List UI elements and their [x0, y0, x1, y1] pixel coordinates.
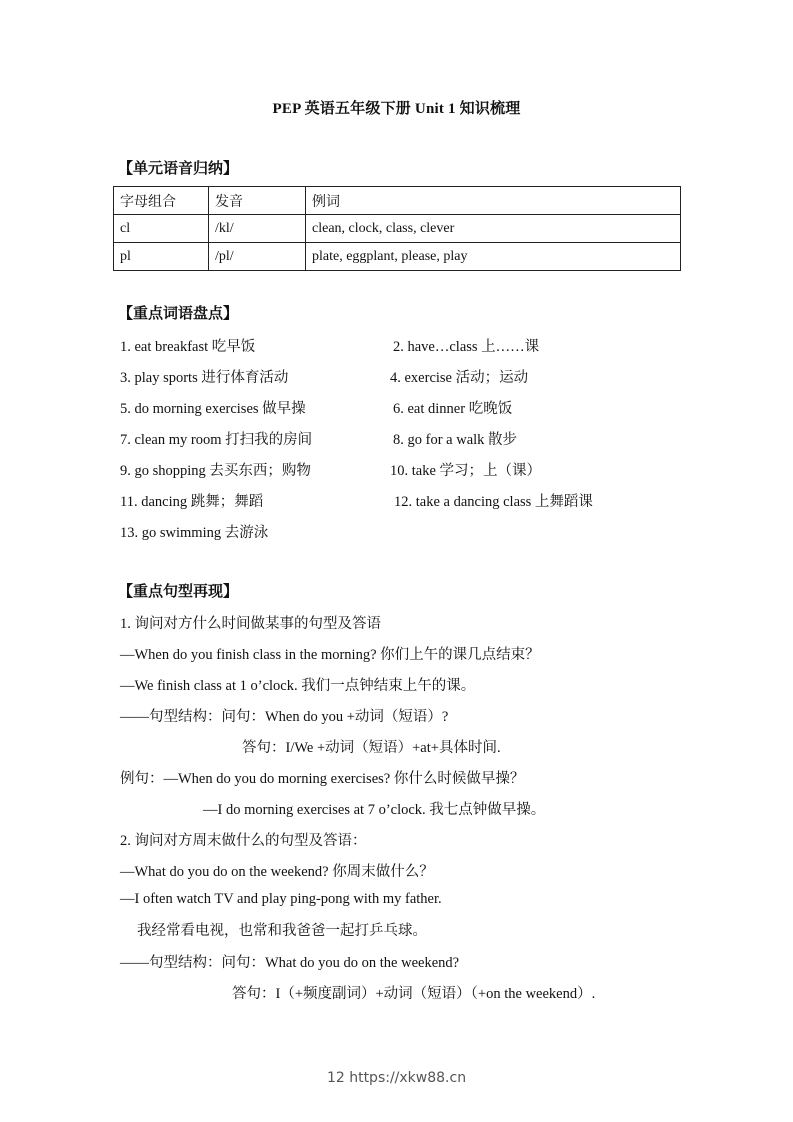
vocab-item: 10. take 学习；上（课） — [390, 463, 542, 479]
sentence-line: 答句：I/We +动词（短语）+at+具体时间. — [242, 740, 501, 756]
sentence-line: 我经常看电视，也常和我爸爸一起打乒乓球。 — [137, 923, 427, 939]
sentence-line: ——句型结构：问句：What do you do on the weekend? — [120, 955, 460, 971]
vocab-item: 1. eat breakfast 吃早饭 — [120, 339, 256, 355]
vocab-item: 6. eat dinner 吃晚饭 — [393, 401, 513, 417]
phonics-table — [113, 186, 681, 271]
section-heading-sentences: 【重点句型再现】 — [118, 584, 239, 600]
table-cell: clean, clock, class, clever — [306, 215, 681, 243]
table-cell: /kl/ — [209, 215, 306, 243]
vocab-item: 13. go swimming 去游泳 — [120, 525, 269, 541]
page-title: PEP 英语五年级下册 Unit 1 知识梳理 — [272, 101, 521, 117]
table-cell: pl — [114, 243, 209, 271]
table-cell: cl — [114, 215, 209, 243]
sentence-line: —When do you finish class in the morning? 你们上午的课几点结束？ — [120, 647, 540, 663]
sentence-line: —I often watch TV and play ping-pong with my father. — [120, 891, 442, 907]
vocab-item: 11. dancing 跳舞；舞蹈 — [120, 494, 264, 510]
table-cell: /pl/ — [209, 243, 306, 271]
sentence-line: 例句：—When do you do morning exercises? 你什么时候做早操？ — [120, 771, 525, 787]
table-header-cell: 例词 — [306, 187, 681, 215]
vocab-item: 9. go shopping 去买东西；购物 — [120, 463, 311, 479]
sentence-line: —What do you do on the weekend? 你周末做什么？ — [120, 864, 434, 880]
section-heading-vocab: 【重点词语盘点】 — [118, 306, 239, 322]
sentence-line: ——句型结构：问句：When do you +动词（短语）? — [120, 709, 449, 725]
sentence-line: —I do morning exercises at 7 o’clock. 我七点钟做早操。 — [203, 802, 546, 818]
vocab-item: 3. play sports 进行体育活动 — [120, 370, 289, 386]
page-footer: 12 https://xkw88.cn — [326, 1070, 467, 1086]
section-heading-phonics: 【单元语音归纳】 — [118, 161, 239, 177]
sentence-line: —We finish class at 1 o’clock. 我们一点钟结束上午的课。 — [120, 678, 476, 694]
vocab-item: 2. have…class 上……课 — [393, 339, 540, 355]
vocab-item: 7. clean my room 打扫我的房间 — [120, 432, 313, 448]
table-header-row — [114, 187, 681, 215]
table-header-cell: 字母组合 — [114, 187, 209, 215]
sentence-line: 答句：I（+频度副词）+动词（短语）（+on the weekend）. — [232, 986, 596, 1002]
vocab-item: 5. do morning exercises 做早操 — [120, 401, 306, 417]
sentence-line: 2. 询问对方周末做什么的句型及答语： — [120, 833, 367, 849]
table-cell: plate, eggplant, please, play — [306, 243, 681, 271]
sentence-line: 1. 询问对方什么时间做某事的句型及答语 — [120, 616, 381, 632]
vocab-item: 12. take a dancing class 上舞蹈课 — [394, 494, 593, 510]
vocab-item: 4. exercise 活动；运动 — [390, 370, 529, 386]
table-header-cell: 发音 — [209, 187, 306, 215]
table-row — [114, 215, 681, 243]
table-row — [114, 243, 681, 271]
vocab-item: 8. go for a walk 散步 — [393, 432, 518, 448]
